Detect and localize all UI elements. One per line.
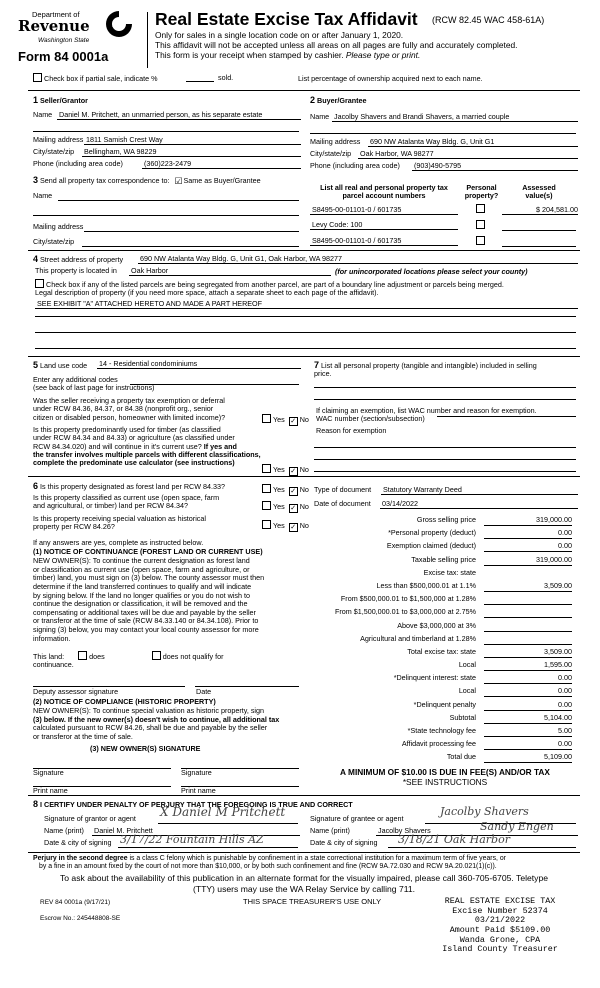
treasurer-use: THIS SPACE TREASURER'S USE ONLY bbox=[243, 897, 382, 906]
partial-sale-label: Check box if partial sale, indicate % bbox=[44, 74, 158, 83]
calc-row bbox=[300, 594, 576, 607]
calc-value[interactable]: 0.00 bbox=[484, 687, 572, 697]
signature-label-2: Signature bbox=[181, 768, 212, 777]
s3-city-label: City/state/zip bbox=[33, 237, 75, 246]
s7-line-2[interactable] bbox=[314, 398, 576, 400]
grantor-date-handwriting: 3/17/22 Fountain Hills AZ bbox=[120, 833, 264, 846]
s6-q1-no-checkbox[interactable]: ✓ bbox=[290, 488, 297, 495]
reason-line-2[interactable] bbox=[314, 458, 576, 460]
partial-sale-row bbox=[33, 73, 157, 83]
legal-desc-line-1[interactable]: SEE EXHIBIT "A" ATTACHED HERETO AND MADE A PART HEREOF bbox=[35, 299, 578, 309]
grantee-name-label: Name (print) bbox=[310, 826, 350, 835]
s5-land-use-label: 5 Land use code bbox=[33, 360, 88, 370]
calc-row bbox=[300, 700, 576, 713]
deputy-date-label: Date bbox=[196, 687, 212, 696]
partial-sale-checkbox[interactable] bbox=[33, 73, 42, 82]
same-as-buyer-checkbox[interactable]: ☑ bbox=[174, 176, 183, 186]
escrow-number: Escrow No.: 245448808-SE bbox=[40, 915, 121, 922]
s3-city-field[interactable] bbox=[82, 237, 299, 247]
segregated-row: Check box if any of the listed parcels are being segregated from another parcel, are part of a boundary line adjustment or parcels being merged. bbox=[35, 279, 504, 289]
s3-name-field[interactable] bbox=[58, 191, 299, 201]
buyer-phone-label: Phone (including area code) bbox=[310, 161, 400, 170]
property-address-field[interactable]: 690 NW Atalanta Way Bldg. G, Unit G1, Oak Harbor, WA 98277 bbox=[138, 254, 578, 264]
calc-label: Total excise tax: state bbox=[407, 646, 476, 656]
grantor-signature: X Daniel M Pritchett bbox=[160, 805, 286, 819]
calc-value[interactable]: 5.00 bbox=[484, 727, 572, 737]
s5-q1-yes-checkbox[interactable] bbox=[262, 414, 271, 423]
notice-3-title: (3) NEW OWNER(S) SIGNATURE bbox=[90, 744, 201, 753]
s6-q1: 6 Is this property designated as forest land per RCW 84.33? bbox=[33, 481, 225, 491]
grantee-name-field[interactable]: Jacolby Shavers bbox=[376, 826, 578, 836]
buyer-phone-field[interactable]: (903)490-5795 bbox=[412, 161, 578, 171]
divider-3 bbox=[28, 356, 580, 357]
title-rcw: (RCW 82.45 WAC 458-61A) bbox=[432, 15, 545, 25]
header-line-3b: Please type or print. bbox=[345, 50, 421, 60]
header-line-2: This affidavit will not be accepted unless all areas on all pages are fully and accurately completed. bbox=[155, 40, 518, 50]
divider-2 bbox=[28, 250, 580, 251]
divider-1 bbox=[28, 90, 580, 91]
calc-label: Excise tax: state bbox=[423, 567, 476, 577]
tax-calc-table bbox=[300, 515, 576, 766]
calc-row bbox=[300, 607, 576, 620]
this-land-row: This land: does does not qualify for bbox=[33, 652, 224, 661]
buyer-name-field[interactable]: Jacolby Shavers and Brandi Shavers, a married couple bbox=[332, 112, 578, 122]
calc-value[interactable]: 0.00 bbox=[484, 701, 572, 711]
seller-city-field[interactable]: Bellingham, WA 98229 bbox=[82, 147, 301, 157]
calc-label: Affidavit processing fee bbox=[401, 739, 476, 749]
doc-type-field[interactable]: Statutory Warranty Deed bbox=[381, 485, 578, 495]
grantee-date-label: Date & city of signing bbox=[310, 838, 378, 847]
s5-q1: Was the seller receiving a property tax exemption or deferral under RCW 84.36, 84.37, or 84.38 (nonprofit org., senior citizen or disabled person, homeowner with limited income)? bbox=[33, 396, 226, 422]
buyer-mail-field[interactable]: 690 NW Atalanta Way Bldg. G, Unit G1 bbox=[368, 137, 578, 147]
calc-label: Exemption claimed (deduct) bbox=[386, 541, 476, 551]
page-title: Real Estate Excise Tax Affidavit bbox=[155, 9, 418, 29]
calc-value[interactable]: 0.00 bbox=[484, 674, 572, 684]
parcels-header-numbers: List all real and personal property tax parcel account numbers bbox=[320, 183, 448, 201]
calc-value bbox=[484, 569, 572, 578]
partial-sold-label: sold. bbox=[218, 73, 234, 82]
parcel-2-assessed[interactable] bbox=[502, 221, 576, 231]
parcel-3-assessed[interactable] bbox=[502, 237, 576, 247]
calc-label: Local bbox=[458, 660, 476, 670]
calc-row bbox=[300, 673, 576, 686]
calc-label: Less than $500,000.01 at 1.1% bbox=[376, 580, 476, 590]
seller-phone-field[interactable]: (360)223-2479 bbox=[142, 159, 301, 169]
seller-name-line-2 bbox=[33, 122, 299, 132]
logo-state: Washington State bbox=[38, 37, 90, 44]
reason-label: Reason for exemption bbox=[316, 426, 387, 435]
calc-row bbox=[300, 581, 576, 594]
calc-label: Total due bbox=[446, 752, 476, 762]
legal-desc-line-2[interactable] bbox=[35, 315, 576, 317]
land-use-code-field[interactable]: 14 - Residential condominiums bbox=[97, 359, 301, 369]
calc-value[interactable] bbox=[484, 608, 572, 618]
s3-mail-label: Mailing address bbox=[33, 222, 84, 231]
calc-value[interactable]: 5,109.00 bbox=[484, 753, 572, 763]
doc-date-field[interactable]: 03/14/2022 bbox=[380, 499, 578, 509]
legal-desc-line-3[interactable] bbox=[35, 331, 576, 333]
calc-row bbox=[300, 752, 576, 765]
reason-line-3[interactable] bbox=[314, 470, 576, 472]
reason-line-1[interactable] bbox=[314, 446, 576, 448]
calc-value[interactable]: 1,595.00 bbox=[484, 661, 572, 671]
s5-q1-yesno: Yes ✓ No bbox=[262, 414, 309, 426]
segregated-checkbox[interactable] bbox=[35, 279, 44, 288]
parcel-row-2[interactable]: Levy Code: 100 bbox=[310, 220, 458, 230]
calc-value[interactable]: 3,509.00 bbox=[484, 582, 572, 592]
s5-q2-yes-checkbox[interactable] bbox=[262, 464, 271, 473]
calc-label: Subtotal bbox=[449, 712, 476, 722]
uninc-note: (for unincorporated locations please select your county) bbox=[335, 267, 528, 276]
grantee-name-handwriting: Sandy Engen bbox=[480, 820, 554, 833]
calc-label: Agricultural and timberland at 1.28% bbox=[360, 633, 476, 643]
calc-value[interactable] bbox=[484, 622, 572, 632]
calc-row bbox=[300, 647, 576, 660]
buyer-mail-label: Mailing address bbox=[310, 137, 361, 146]
s5-q2-yesno: Yes ✓ No bbox=[262, 464, 309, 476]
grantee-signature: Jacolby Shavers bbox=[440, 805, 529, 818]
parcel-1-number[interactable]: S8495-00-01101-0 / 601735 bbox=[310, 236, 458, 246]
calc-row bbox=[300, 739, 576, 752]
calc-value[interactable]: 0.00 bbox=[484, 740, 572, 750]
legal-desc-label: Legal description of property (if you need more space, attach a separate sheet to each page of the affidavit). bbox=[35, 288, 379, 297]
calc-value[interactable]: 0.00 bbox=[484, 542, 572, 552]
s3-name-line-2 bbox=[33, 206, 299, 216]
seller-mail-field[interactable]: 1811 Samish Crest Way bbox=[84, 135, 301, 145]
buyer-name-label: Name bbox=[310, 112, 330, 121]
legal-desc-line-4[interactable] bbox=[35, 347, 576, 349]
seller-phone-label: Phone (including area code) bbox=[33, 159, 123, 168]
s4-address-label: 4 Street address of property bbox=[33, 254, 124, 264]
calc-label: From $1,500,000.01 to $3,000,000 at 2.75% bbox=[334, 607, 476, 617]
s6-q1-yes-checkbox[interactable] bbox=[262, 484, 271, 493]
calc-row bbox=[300, 528, 576, 541]
calc-label: Local bbox=[458, 686, 476, 696]
s6-q2-yesno: Yes ✓ No bbox=[262, 501, 309, 513]
grantor-sig-label: Signature of grantor or agent bbox=[44, 814, 136, 823]
calc-label: *State technology fee bbox=[407, 726, 476, 735]
notice-2-title: (2) NOTICE OF COMPLIANCE (HISTORIC PROPERTY) bbox=[33, 697, 216, 706]
if-any-yes: If any answers are yes, complete as instructed below. bbox=[33, 538, 204, 547]
calc-label: Taxable selling price bbox=[411, 554, 476, 564]
land-does-checkbox[interactable] bbox=[78, 651, 87, 660]
parcel-1-assessed[interactable]: $ 204,581.00 bbox=[502, 205, 578, 215]
calc-value[interactable]: 3,509.00 bbox=[484, 648, 572, 658]
list-pct-note: List percentage of ownership acquired next to each name. bbox=[298, 74, 483, 83]
notice-1-title: (1) NOTICE OF CONTINUANCE (FOREST LAND OR CURRENT USE) bbox=[33, 547, 263, 556]
seller-name-label: Name bbox=[33, 110, 53, 119]
signature-label-1: Signature bbox=[33, 768, 64, 777]
parcels-header-assessed: Assessed value(s) bbox=[522, 183, 556, 201]
divider-4 bbox=[28, 476, 580, 477]
doc-type-label: Type of document bbox=[314, 485, 372, 494]
calc-row bbox=[300, 634, 576, 647]
seller-name-field[interactable]: Daniel M. Pritchett, an unmarried person, as his separate estate bbox=[57, 110, 301, 120]
seller-heading: 1 Seller/Grantor bbox=[33, 95, 88, 105]
calc-label: *Personal property (deduct) bbox=[388, 528, 476, 538]
calc-row bbox=[300, 621, 576, 634]
s6-q2-yes-checkbox[interactable] bbox=[262, 501, 271, 510]
calc-row bbox=[300, 568, 576, 581]
notice-1-body: NEW OWNER(S): To continue the current designation as forest land or classification as current use (open space, farm and agriculture, or timber) land, you must sign on (3) below. The county assessor must then determine if the land transferred continues to qualify and will indicate by signing below. If the land no longer qualifies or you do not wish to continue the designation or classification, it will be removed and the compensating or additional taxes will be due and payable by the seller or transferor at the time of sale (RCW 84.33.140 or 84.34.108). Prior to signing (3) below, you may contact your local county assessor for more information. bbox=[33, 556, 265, 643]
calc-label: *Delinquent interest: state bbox=[393, 673, 476, 683]
certify: 8 I CERTIFY UNDER PENALTY OF PERJURY THAT THE FOREGOING IS TRUE AND CORRECT bbox=[33, 799, 353, 809]
print-name-label-2: Print name bbox=[181, 786, 216, 795]
buyer-city-label: City/state/zip bbox=[310, 149, 352, 158]
calc-row bbox=[300, 686, 576, 699]
s6-q3: Is this property receiving special valuation as historical property per RCW 84.26? bbox=[33, 514, 206, 532]
grantor-name-field[interactable]: Daniel M. Pritchett bbox=[92, 826, 300, 836]
rev-number: REV 84 0001a (9/17/21) bbox=[40, 899, 111, 906]
header-divider bbox=[147, 12, 148, 68]
dor-logo bbox=[18, 10, 136, 44]
availability-note: To ask about the availability of this publication in an alternate format for the visually impaired, please call 360-705-6705. Teletype (TTY) users may use the WA Relay Service by calling 711. bbox=[59, 873, 549, 894]
grantee-date-handwriting: 3/18/21 Oak Harbor bbox=[398, 833, 510, 846]
calc-row bbox=[300, 515, 576, 528]
calc-label: From $500,000.01 to $1,500,000 at 1.28% bbox=[340, 594, 476, 604]
calc-row bbox=[300, 713, 576, 726]
grantor-date-label: Date & city of signing bbox=[44, 838, 112, 847]
wa-logo-icon bbox=[104, 10, 134, 38]
continuance-label: continuance. bbox=[33, 660, 74, 669]
parcel-row-1[interactable]: S8495-00-01101-0 / 601735 bbox=[310, 205, 458, 215]
located-in-field[interactable]: Oak Harbor bbox=[129, 266, 331, 276]
calc-row bbox=[300, 555, 576, 568]
grantor-name-label: Name (print) bbox=[44, 826, 84, 835]
logo-revenue: Revenue bbox=[18, 17, 90, 35]
s6-q2-no-checkbox[interactable]: ✓ bbox=[290, 505, 297, 512]
calc-value[interactable] bbox=[484, 595, 572, 605]
s6-q3-yesno: Yes ✓ No bbox=[262, 520, 309, 532]
buyer-heading: 2 Buyer/Grantee bbox=[310, 95, 367, 105]
form-number: Form 84 0001a bbox=[18, 49, 109, 64]
s6-q1-yesno: Yes ✓ No bbox=[262, 484, 309, 496]
header-line-3 bbox=[155, 51, 420, 61]
calc-label: Gross selling price bbox=[416, 515, 476, 524]
minimum-due: A MINIMUM OF $10.00 IS DUE IN FEE(S) AND/OR TAX bbox=[340, 767, 550, 777]
s6-q3-no-checkbox[interactable]: ✓ bbox=[290, 524, 297, 531]
grantee-sig-label: Signature of grantee or agent bbox=[310, 814, 404, 823]
s5-q1-no-checkbox[interactable]: ✓ bbox=[290, 418, 297, 425]
calc-row bbox=[300, 660, 576, 673]
additional-codes-label: Enter any additional codes bbox=[33, 375, 118, 384]
parcel-3-personal-checkbox[interactable] bbox=[476, 236, 485, 245]
s6-q2: Is this property classified as current use (open space, farm and agricultural, or timber) land per RCW 84.34? bbox=[33, 493, 220, 511]
calc-label: *Delinquent penalty bbox=[413, 699, 476, 709]
s7-text: 7 List all personal property (tangible and intangible) included in selling price. bbox=[314, 360, 537, 379]
wac-number-field[interactable] bbox=[437, 415, 576, 417]
s3-mail-field[interactable] bbox=[84, 222, 299, 232]
doc-date-label: Date of document bbox=[314, 499, 371, 508]
s5-q2: Is this property predominantly used for timber (as classified under RCW 84.34 and 84.33) or agriculture (as classified under RCW 84.34.020) and will continue in it's current use? If yes and the transfer involves multiple parcels with different classifications, complete the predominate use calculator (see instructions) bbox=[33, 425, 261, 468]
treasurer-stamp: REAL ESTATE EXCISE TAX Excise Number 52374 03/21/2022 Amount Paid $5109.00 Wanda Grone, CPA Island County Treasurer bbox=[442, 896, 558, 955]
perjury-text: Perjury in the second degree is a class C felony which is punishable by confinement in a state correctional institution for a maximum term of five years, or by a fine in an amount fixed by the court of not more than $10,000, or by both such confinement and fine (RCW 9A.72.030 and RCW 9A.20.021(1)(c)). bbox=[33, 855, 506, 870]
partial-pct-input[interactable] bbox=[186, 73, 214, 82]
logo-dept: Department of bbox=[32, 10, 80, 19]
buyer-name-line-2 bbox=[310, 124, 576, 134]
additional-codes-hint: (see back of last page for instructions) bbox=[33, 383, 155, 392]
divider-5 bbox=[28, 795, 580, 796]
calc-row bbox=[300, 541, 576, 554]
see-instructions: *SEE INSTRUCTIONS bbox=[402, 777, 488, 787]
header-line-3a: This form is your receipt when stamped by cashier. bbox=[155, 50, 346, 60]
divider-6 bbox=[28, 852, 580, 853]
calc-row bbox=[300, 726, 576, 739]
s5-q2-no-checkbox[interactable]: ✓ bbox=[290, 468, 297, 475]
deputy-sig-label: Deputy assessor signature bbox=[33, 687, 119, 696]
exemption-label: If claiming an exemption, list WAC number and reason for exemption. WAC number (section/subsection) bbox=[316, 406, 537, 424]
parcel-2-personal-checkbox[interactable] bbox=[476, 220, 485, 229]
calc-value[interactable] bbox=[484, 635, 572, 645]
s3-heading: 3 Send all property tax correspondence to: ☑Same as Buyer/Grantee bbox=[33, 175, 261, 186]
print-name-label-1: Print name bbox=[33, 786, 68, 795]
parcels-header-personal: Personal property? bbox=[464, 183, 499, 201]
notice-2-body: NEW OWNER(S): To continue special valuation as historic property, sign (3) below. If the new owner(s) doesn't wish to continue, all additional tax calculated pursuant to RCW 84.26, shall be due and payable by the seller or transferor at the time of sale. bbox=[33, 706, 280, 741]
calc-value[interactable]: 319,000.00 bbox=[484, 516, 572, 526]
calc-value[interactable]: 319,000.00 bbox=[484, 556, 572, 566]
calc-label: Above $3,000,000 at 3% bbox=[397, 620, 476, 630]
s6-q3-yes-checkbox[interactable] bbox=[262, 520, 271, 529]
same-as-buyer-label: Same as Buyer/Grantee bbox=[183, 176, 261, 185]
seller-mail-label: Mailing address bbox=[33, 135, 84, 144]
s7-line-1[interactable] bbox=[314, 386, 576, 388]
additional-codes-field[interactable] bbox=[130, 376, 299, 385]
s3-name-label: Name bbox=[33, 191, 53, 200]
land-does-not-checkbox[interactable] bbox=[152, 651, 161, 660]
seller-city-label: City/state/zip bbox=[33, 147, 75, 156]
header-line-1: Only for sales in a single location code on or after January 1, 2020. bbox=[155, 30, 404, 40]
calc-value[interactable]: 5,104.00 bbox=[484, 714, 572, 724]
calc-value[interactable]: 0.00 bbox=[484, 529, 572, 539]
located-in-label: This property is located in bbox=[35, 266, 117, 275]
parcel-1-personal-checkbox[interactable] bbox=[476, 204, 485, 213]
buyer-city-field[interactable]: Oak Harbor, WA 98277 bbox=[358, 149, 578, 159]
